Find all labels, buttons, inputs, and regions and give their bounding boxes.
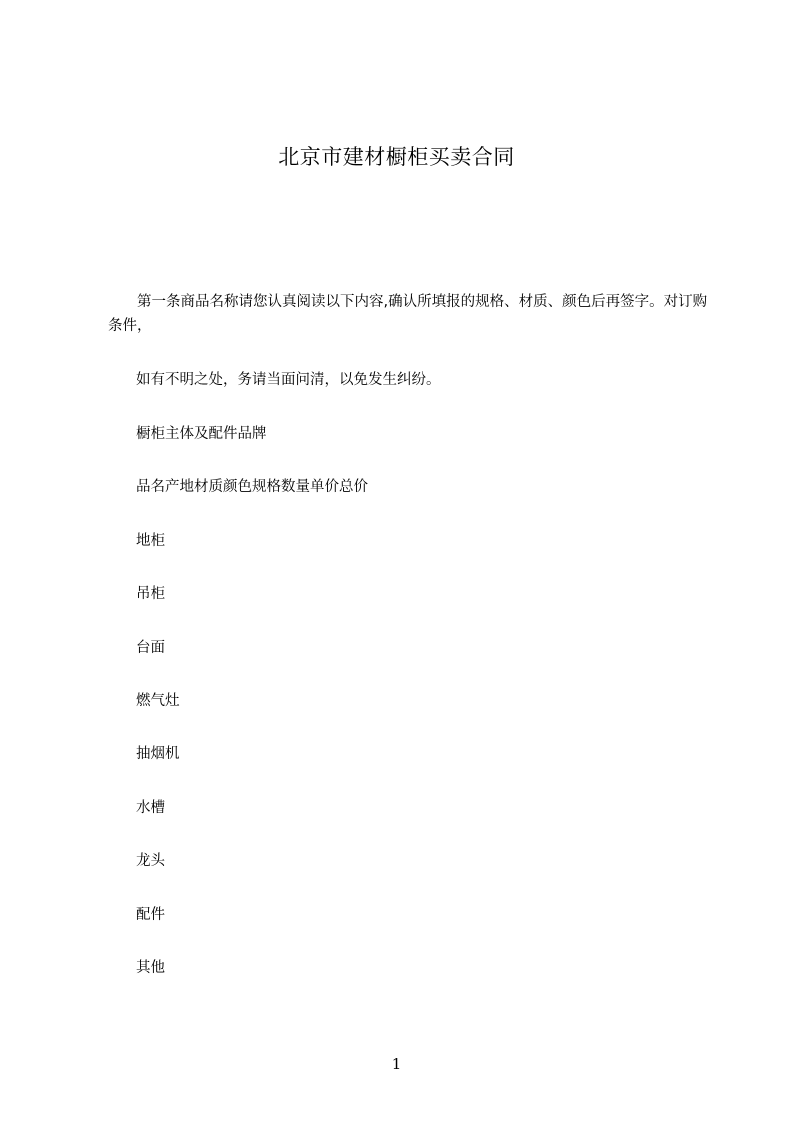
item-line: 水槽 (136, 800, 165, 816)
document-title: 北京市建材橱柜买卖合同 (278, 145, 515, 169)
item-line: 其他 (136, 960, 165, 976)
item-line: 抽烟机 (136, 746, 180, 762)
page-number: 1 (391, 1055, 402, 1073)
table-header-line: 品名产地材质颜色规格数量单价总价 (136, 479, 368, 495)
item-line: 配件 (136, 907, 165, 923)
item-line: 地柜 (136, 533, 165, 549)
item-line: 燃气灶 (136, 693, 180, 709)
notice-line: 如有不明之处，务请当面问清，以免发生纠纷。 (136, 372, 441, 388)
item-line: 台面 (136, 640, 165, 656)
brand-line: 橱柜主体及配件品牌 (136, 426, 267, 442)
item-line: 龙头 (136, 853, 165, 869)
item-line: 吊柜 (136, 586, 165, 602)
intro-paragraph: 第一条商品名称请您认真阅读以下内容,确认所填报的规格、材质、颜色后再签字。对订购条件， (108, 294, 708, 334)
